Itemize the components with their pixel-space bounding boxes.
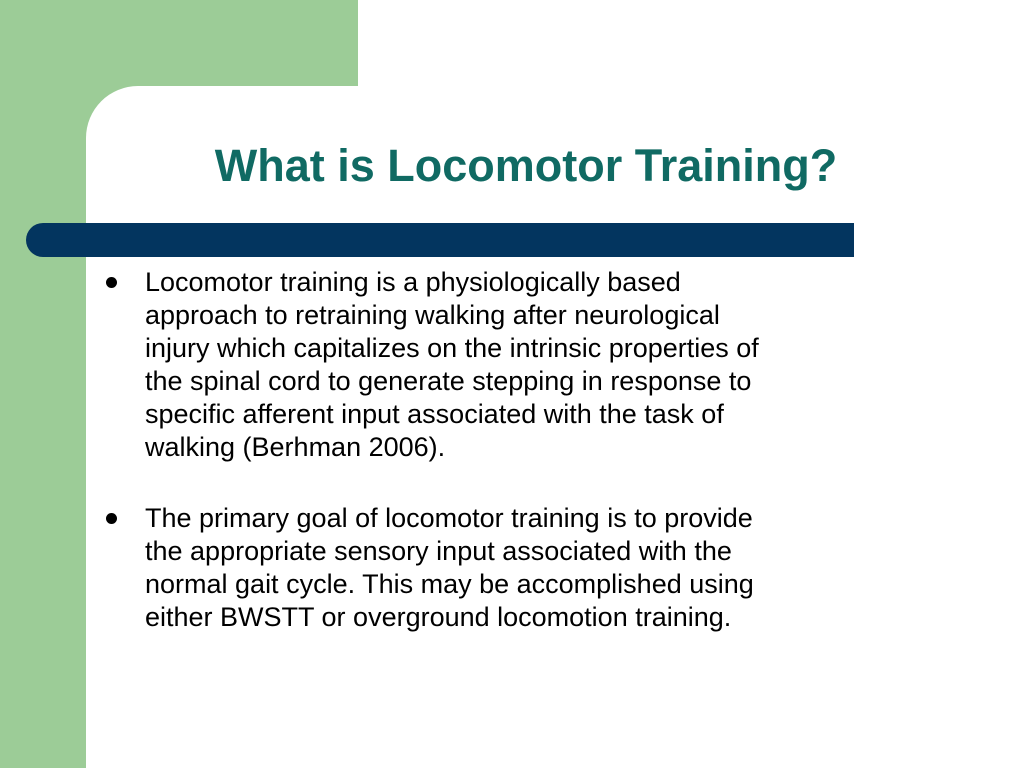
slide-title: What is Locomotor Training? [214, 140, 838, 191]
bullet-list [104, 266, 924, 672]
bullet-text: Locomotor training is a physiologically based approach to retraining walking after neurological injury which capitalizes on the intrinsic properties of the spinal cord to generate stepping in response to specific afferent input associated with the task of walking (Berhman 2006). [145, 267, 759, 462]
bullet-item [104, 502, 924, 634]
bullet-dot-icon [106, 513, 117, 524]
title-underline-bar [26, 223, 854, 257]
bullet-text: The primary goal of locomotor training is to provide the appropriate sensory input associated with the normal gait cycle. This may be accomplished using either BWSTT or overground locomotion training. [145, 503, 754, 632]
bullet-item [104, 266, 924, 464]
bullet-dot-icon [106, 277, 117, 288]
